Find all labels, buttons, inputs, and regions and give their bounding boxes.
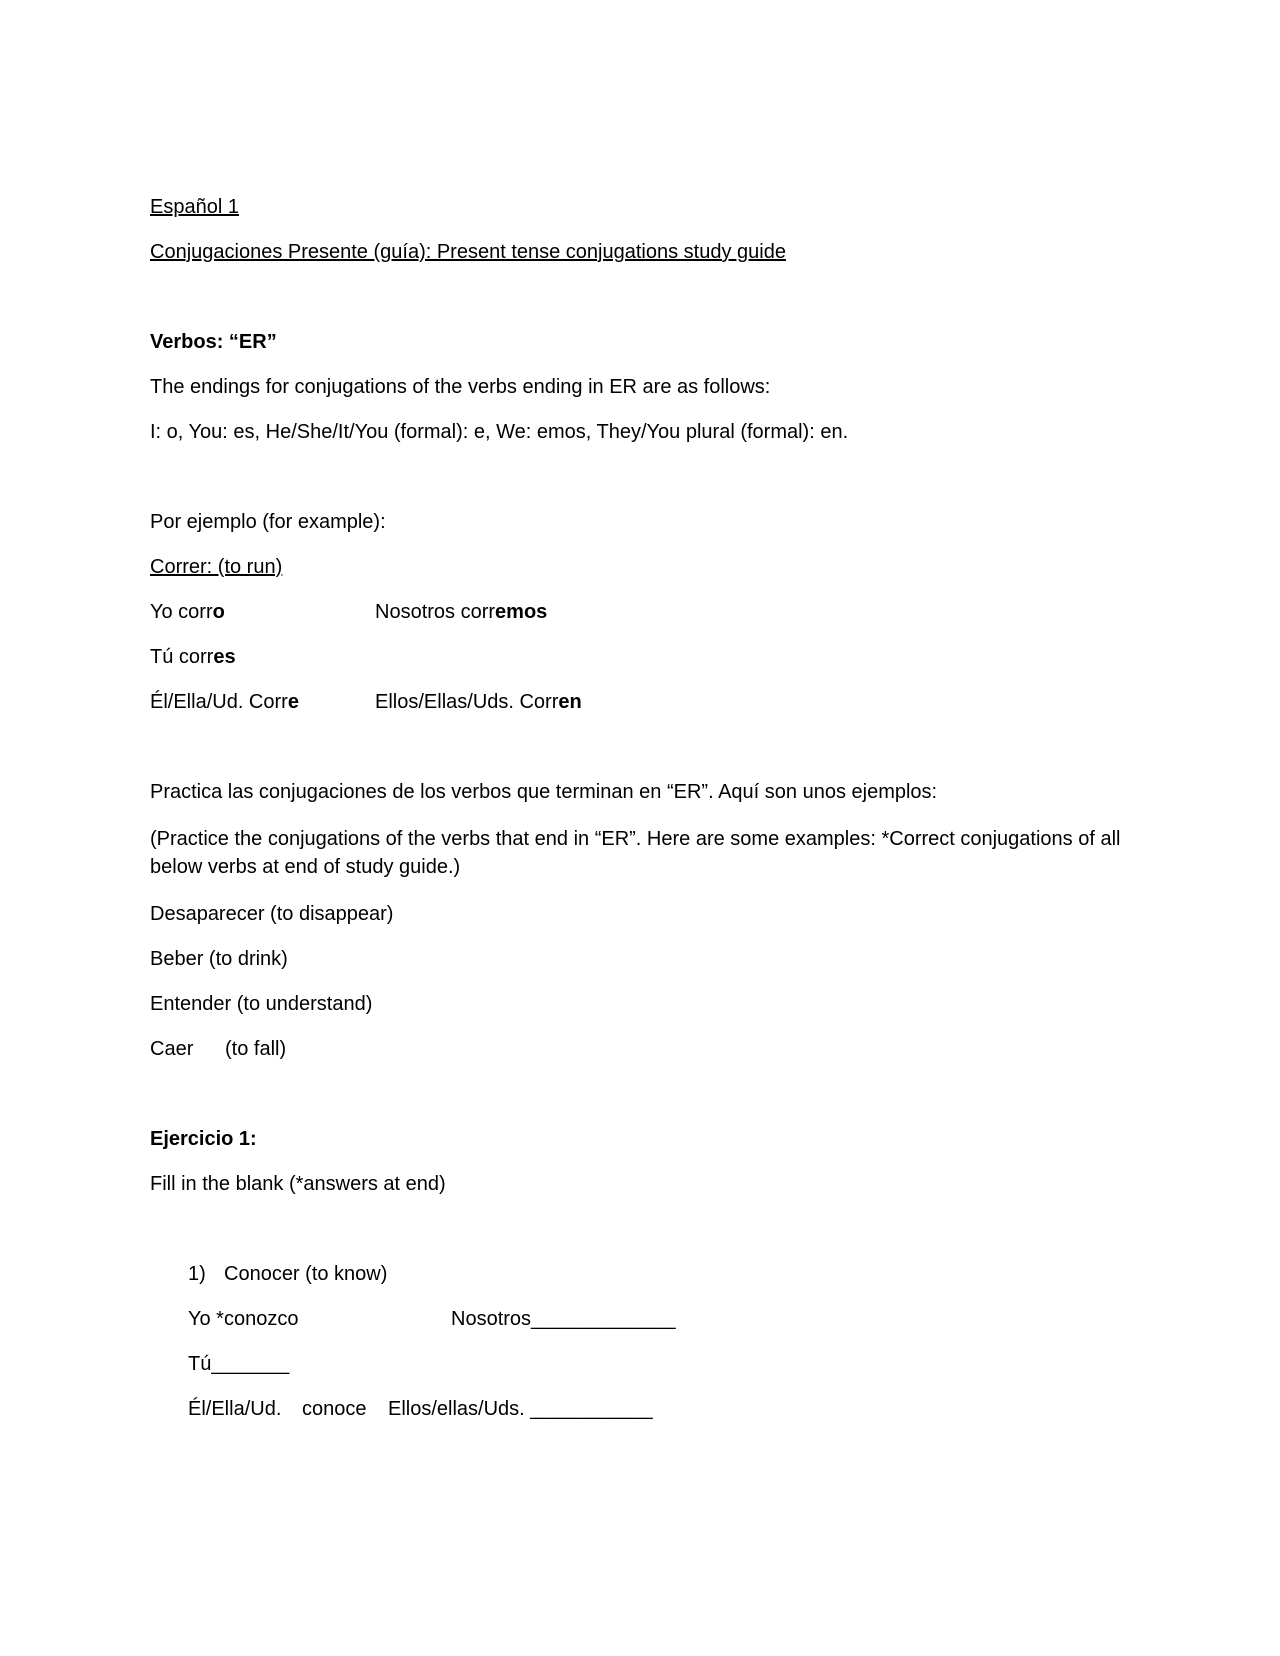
exercise-given-answer: Yo *conozco [188, 1308, 299, 1330]
er-intro: The endings for conjugations of the verbs ending in ER are as follows: [150, 376, 771, 398]
practice-verb: Caer (to fall) [150, 1038, 287, 1060]
exercise-blank: Nosotros_____________ [451, 1308, 676, 1330]
spacer [150, 1217, 1150, 1262]
exercise-given-answer: conoce [302, 1398, 367, 1420]
practice-verb: Desaparecer (to disappear) [150, 903, 394, 925]
document-page [150, 195, 1150, 1442]
practice-english: (Practice the conjugations of the verbs that end in “ER”. Here are some examples: *Correct conjugations of all below verbs at end of study guide.) [150, 828, 1121, 878]
conjugation-singular: Yo corro [150, 601, 225, 623]
course-title: Español 1 [150, 196, 239, 218]
conjugation-singular: Tú corres [150, 646, 236, 668]
guide-title: Conjugaciones Presente (guía): Present tense conjugations study guide [150, 241, 786, 263]
er-heading: Verbos: “ER” [150, 331, 277, 353]
exercise-blank: Tú_______ [188, 1353, 290, 1375]
practice-verb: Entender (to understand) [150, 993, 373, 1015]
conjugation-plural: Ellos/Ellas/Uds. Corren [375, 691, 582, 713]
conjugation-singular: Él/Ella/Ud. Corre [150, 691, 299, 713]
conjugation-row [150, 600, 1150, 624]
example-verb: Correr: (to run) [150, 556, 283, 578]
spacer [150, 285, 1150, 330]
er-endings: I: o, You: es, He/She/It/You (formal): e, We: emos, They/You plural (formal): en. [150, 421, 849, 443]
item-verb: Conocer (to know) [224, 1263, 388, 1285]
spacer [150, 465, 1150, 510]
exercise-row: Él/Ella/Ud. conoce Ellos/ellas/Uds. ___________ [188, 1398, 653, 1420]
conjugation-row [150, 690, 1150, 714]
spacer [150, 1082, 1150, 1127]
exercise-instructions: Fill in the blank (*answers at end) [150, 1173, 446, 1195]
item-number: 1) [188, 1263, 206, 1285]
practice-spanish: Practica las conjugaciones de los verbos que terminan en “ER”. Aquí son unos ejemplos: [150, 781, 938, 803]
practice-verb: Beber (to drink) [150, 948, 288, 970]
spacer [150, 735, 1150, 780]
conjugation-plural: Nosotros corremos [375, 601, 548, 623]
exercise-heading: Ejercicio 1: [150, 1128, 257, 1150]
example-label: Por ejemplo (for example): [150, 511, 386, 533]
conjugation-row [150, 645, 1150, 669]
exercise-row [188, 1307, 1150, 1331]
exercise-blank: Ellos/ellas/Uds. ___________ [388, 1398, 653, 1420]
exercise-item [188, 1262, 1150, 1286]
